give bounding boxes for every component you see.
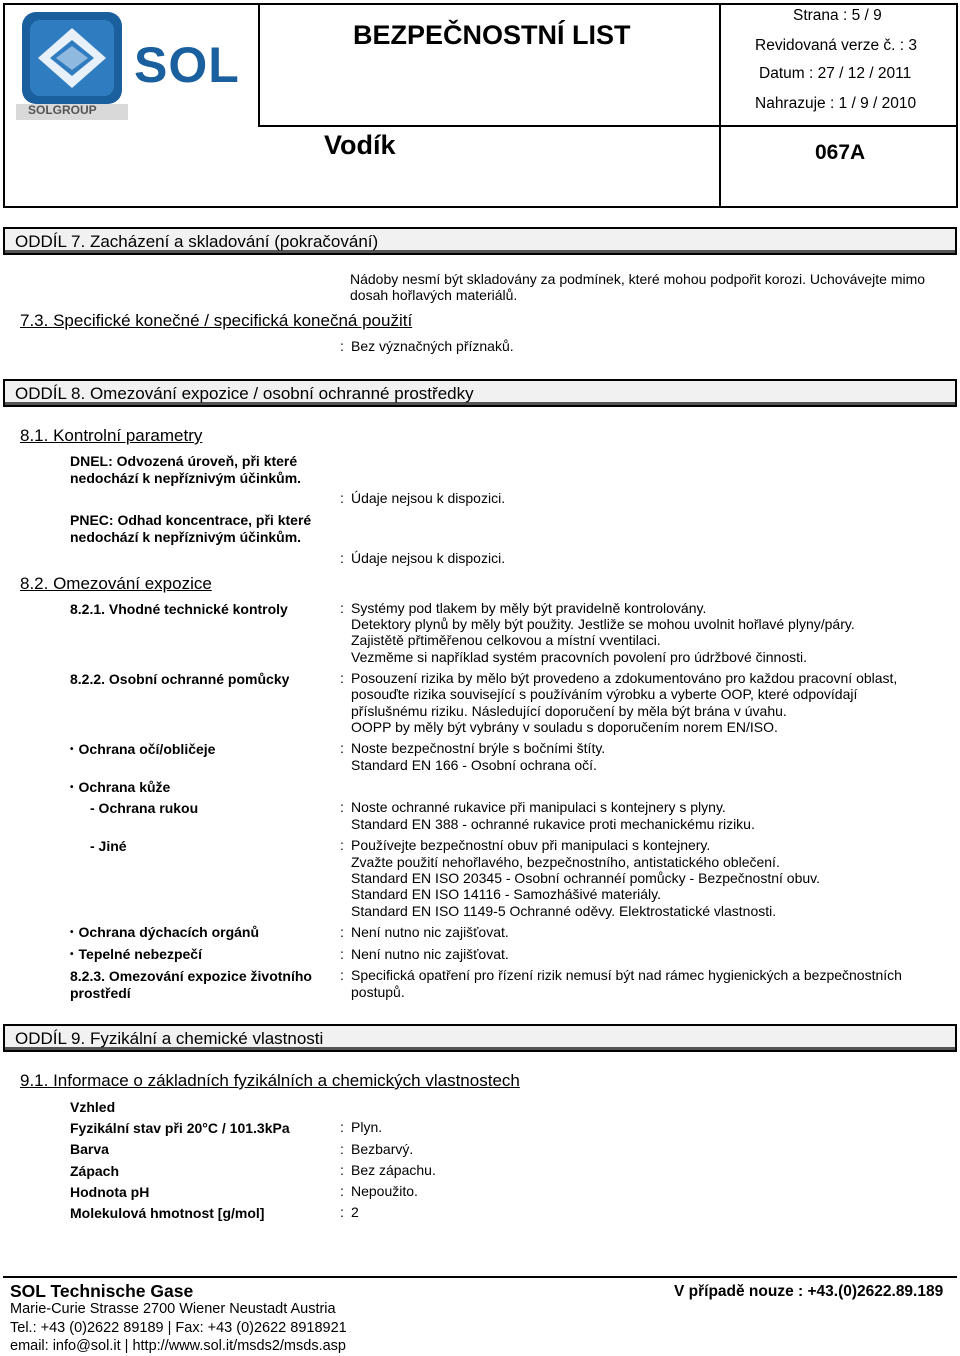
footer-emergency: V případě nouze : +43.(0)2622.89.189 [674, 1283, 944, 1300]
section-9-header [3, 1024, 957, 1052]
env-line: Specifická opatření pro řízení rizik nemusí být nad rámec hygienických a bezpečnostních [351, 967, 902, 983]
thermal-hazard-label [70, 946, 202, 965]
pnec-label-line-2: nedochází k nepříznivým účinkům. [70, 529, 302, 545]
section-7-title: ODDÍL 7. Zacházení a skladování (pokračování) [15, 232, 379, 251]
dnel-value: Údaje nejsou k dispozici. [351, 490, 506, 506]
eye-line: Standard EN 166 - Osobní ochrana očí. [351, 757, 597, 773]
logo-subtext: SOLGROUP [28, 103, 97, 117]
colon: : [340, 1204, 344, 1220]
s821-line: Systémy pod tlakem by měly být pravidelně kontrolovány. [351, 600, 707, 616]
footer-email[interactable]: email: info@sol.it | http://www.sol.it/msds2/msds.asp [10, 1338, 346, 1354]
storage-text-line-1: Nádoby nesmí být skladovány za podmínek, které mohou podpořit korozi. Uchovávejte mimo [350, 271, 926, 287]
header-divider-right [721, 125, 958, 127]
colon: : [340, 946, 344, 962]
header-divider-horizontal [258, 125, 720, 127]
footer-phone: Tel.: +43 (0)2622 89189 | Fax: +43 (0)2622 8918921 [10, 1320, 347, 1336]
prop-label: Hodnota pH [70, 1184, 150, 1200]
sol-logo [16, 8, 246, 120]
colon: : [340, 924, 344, 940]
storage-text-line-2: dosah hořlavých materiálů. [350, 287, 518, 303]
section-7-header [3, 227, 957, 255]
colon: : [340, 550, 344, 566]
s821-label: 8.2.1. Vhodné technické kontroly [70, 601, 288, 617]
colon: : [340, 837, 344, 853]
other-line: Standard EN ISO 1149-5 Ochranné oděvy. Elektrostatické vlastnosti. [351, 903, 777, 919]
appearance-label: Vzhled [70, 1099, 116, 1115]
replaces-date: Nahrazuje : 1 / 9 / 2010 [755, 95, 917, 112]
skin-protection-label [70, 779, 170, 798]
respiratory-protection-label [70, 924, 259, 943]
other-line: Standard EN ISO 14116 - Samozhášivé materiály. [351, 886, 661, 902]
colon: : [340, 490, 344, 506]
respiratory-protection-text: Ochrana dýchacích orgánů [78, 924, 260, 940]
hand-line: Standard EN 388 - ochranné rukavice proti mechanickému riziku. [351, 816, 755, 832]
subsection-7-3-value: Bez význačných příznaků. [351, 338, 514, 354]
pnec-label-line-1: PNEC: Odhad koncentrace, při které [70, 512, 312, 528]
document-title: BEZPEČNOSTNÍ LIST [353, 20, 631, 50]
s821-line: Detektory plynů by měly být použity. Jestliže se mohou uvolnit hořlavé plyny/páry. [351, 616, 855, 632]
env-exposure-label-line-1: 8.2.3. Omezování expozice životního [70, 968, 312, 984]
other-line: Používejte bezpečnostní obuv při manipulaci s kontejnery. [351, 837, 711, 853]
prop-value: 2 [351, 1204, 359, 1220]
prop-label: Molekulová hmotnost [g/mol] [70, 1205, 265, 1221]
thermal-hazard-text: Tepelné nebezpečí [78, 946, 202, 962]
hand-protection-label: - Ochrana rukou [90, 800, 199, 816]
revision-date: Datum : 27 / 12 / 2011 [759, 65, 912, 82]
colon: : [340, 1162, 344, 1178]
colon: : [340, 1183, 344, 1199]
s821-line: Zajistětě přtiměřenou celkovou a místní vventilaci. [351, 632, 661, 648]
colon: : [340, 338, 344, 354]
page-number: Strana : 5 / 9 [793, 7, 882, 24]
env-line: postupů. [351, 984, 405, 1000]
colon: : [340, 967, 344, 983]
logo-text: SOL [134, 37, 240, 93]
eye-protection-label [70, 741, 215, 760]
dnel-label-line-2: nedochází k nepříznivým účinkům. [70, 470, 302, 486]
colon: : [340, 600, 344, 616]
s822-line: posouďte rizika související s používáním výrobku a vyberte OOP, které odpovídají [351, 686, 858, 702]
dnel-label-line-1: DNEL: Odvozená úroveň, při které [70, 453, 298, 469]
product-code: 067A [815, 141, 866, 164]
subsection-8-1-title: 8.1. Kontrolní parametry [20, 426, 203, 445]
other-line: Zvažte použití nehořlavého, bezpečnostního, antistatického oblečení. [351, 854, 780, 870]
footer-rule [3, 1276, 957, 1278]
footer-company: SOL Technische Gase [10, 1281, 194, 1301]
pnec-value: Údaje nejsou k dispozici. [351, 550, 506, 566]
s821-line: Vezměme si například systém pracovních povolení pro údržbové činnosti. [351, 649, 808, 665]
eye-line: Noste bezpečnostní brýle s bočními štíty. [351, 740, 606, 756]
colon: : [340, 740, 344, 756]
section-9-title: ODDÍL 9. Fyzikální a chemické vlastnosti [15, 1029, 324, 1048]
prop-label: Fyzikální stav při 20°C / 101.3kPa [70, 1120, 290, 1136]
hand-line: Noste ochranné rukavice při manipulaci s kontejnery s plyny. [351, 799, 726, 815]
section-8-title: ODDÍL 8. Omezování expozice / osobní ochranné prostředky [15, 384, 474, 403]
footer-address: Marie-Curie Strasse 2700 Wiener Neustadt Austria [10, 1301, 336, 1317]
colon: : [340, 670, 344, 686]
revision-number: Revidovaná verze č. : 3 [755, 37, 917, 54]
prop-value: Nepoužito. [351, 1183, 418, 1199]
colon: : [340, 799, 344, 815]
product-name: Vodík [324, 130, 396, 160]
s822-line: Posouzení rizika by mělo být provedeno a zdokumentováno pro každou pracovní oblast, [351, 670, 898, 686]
prop-label: Barva [70, 1141, 109, 1157]
prop-value: Bezbarvý. [351, 1141, 414, 1157]
s822-label: 8.2.2. Osobní ochranné pomůcky [70, 671, 290, 687]
eye-protection-text: Ochrana očí/obličeje [78, 741, 216, 757]
s822-line: OOPP by měly být vybrány v souladu s doporučením norem EN/ISO. [351, 719, 778, 735]
other-protection-label: - Jiné [90, 838, 127, 854]
thermal-value: Není nutno nic zajišťovat. [351, 946, 509, 962]
respiratory-value: Není nutno nic zajišťovat. [351, 924, 509, 940]
prop-value: Plyn. [351, 1119, 383, 1135]
s822-line: příslušnému riziku. Následující doporučení by měla být brána v úvahu. [351, 703, 787, 719]
subsection-7-3-title: 7.3. Specifické konečné / specifická konečná použití [20, 311, 413, 330]
subsection-9-1-title: 9.1. Informace o základních fyzikálních a chemických vlastnostech [20, 1071, 520, 1090]
section-8-header [3, 379, 957, 407]
header-divider-vertical [719, 3, 721, 208]
skin-protection-text: Ochrana kůže [78, 779, 171, 795]
prop-label: Zápach [70, 1163, 120, 1179]
env-exposure-label-line-2: prostředí [70, 985, 131, 1001]
colon: : [340, 1119, 344, 1135]
prop-value: Bez zápachu. [351, 1162, 436, 1178]
other-line: Standard EN ISO 20345 - Osobní ochrannéí pomůcky - Bezpečnostní obuv. [351, 870, 821, 886]
colon: : [340, 1141, 344, 1157]
subsection-8-2-title: 8.2. Omezování expozice [20, 574, 212, 593]
